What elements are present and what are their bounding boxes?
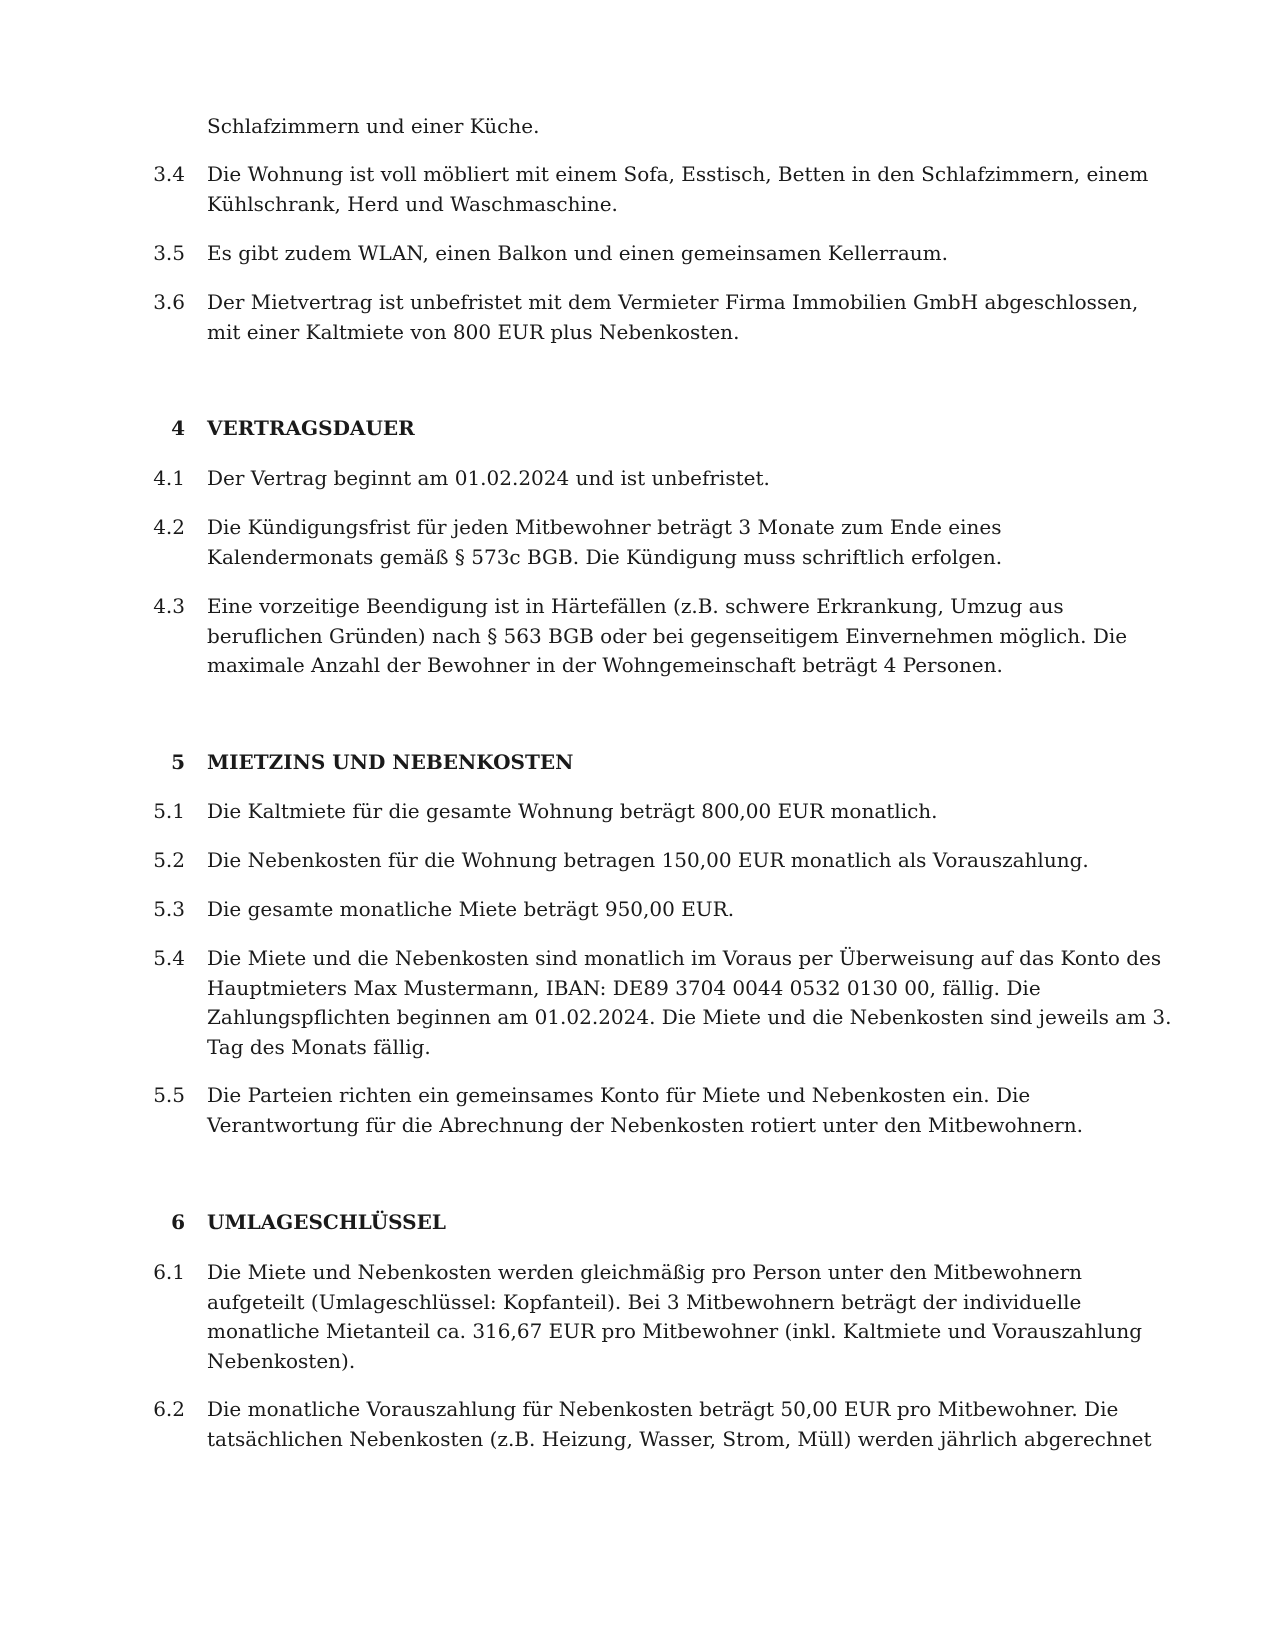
clause-text: Die gesamte monatliche Miete beträgt 950,00 EUR. [207,897,735,921]
paragraph-line [0,189,1275,219]
clause-number: 4.3 [153,594,185,618]
clause-number: 5.5 [153,1083,185,1107]
paragraph-line [0,1032,1275,1062]
clause-text: Die monatliche Vorauszahlung für Nebenkosten beträgt 50,00 EUR pro Mitbewohner. Die [207,1397,1119,1421]
paragraph-line [0,845,1275,875]
clause-text: Die Miete und Nebenkosten werden gleichmäßig pro Person unter den Mitbewohnern [207,1260,1083,1284]
paragraph-line [0,943,1275,973]
clause-text: Die Miete und die Nebenkosten sind monatlich im Voraus per Überweisung auf das Konto des [207,946,1162,970]
paragraph-line [0,542,1275,572]
clause-text: Zahlungspflichten beginnen am 01.02.2024. Die Miete und die Nebenkosten sind jeweils am 3. [207,1005,1172,1029]
clause-text: Die Kaltmiete für die gesamte Wohnung beträgt 800,00 EUR monatlich. [207,799,938,823]
paragraph-line [0,591,1275,621]
clause-text: Die Wohnung ist voll möbliert mit einem Sofa, Esstisch, Betten in den Schlafzimmern, einem [207,162,1149,186]
section-title: MIETZINS UND NEBENKOSTEN [207,750,574,774]
paragraph-line [0,1287,1275,1317]
clause-text: aufgeteilt (Umlageschlüssel: Kopfanteil). Bei 3 Mitbewohnern beträgt der individuelle [207,1289,1082,1314]
clause-text: mit einer Kaltmiete von 800 EUR plus Nebenkosten. [207,319,740,344]
paragraph-line [0,1002,1275,1032]
section-heading [0,1207,1275,1237]
clause-number: 4.2 [153,515,185,539]
clause-text: Nebenkosten). [207,1348,356,1373]
clause-text: Es gibt zudem WLAN, einen Balkon und einen gemeinsamen Kellerraum. [207,241,948,265]
clause-text: Der Vertrag beginnt am 01.02.2024 und ist unbefristet. [207,466,770,490]
paragraph-line [0,894,1275,924]
paragraph-line [0,463,1275,493]
paragraph-line [0,238,1275,268]
clause-number: 6.1 [153,1260,185,1284]
clause-text: tatsächlichen Nebenkosten (z.B. Heizung, Wasser, Strom, Müll) werden jährlich abgerechnet [207,1426,1152,1451]
clause-text: beruflichen Gründen) nach § 563 BGB oder bei gegenseitigem Einvernehmen möglich. Die [207,623,1128,648]
paragraph-line [0,621,1275,651]
section-heading [0,747,1275,777]
paragraph-line [0,159,1275,189]
paragraph-line [0,1316,1275,1346]
clause-number: 3.6 [153,290,185,314]
section-title: VERTRAGSDAUER [207,416,415,440]
paragraph-line [0,111,1275,141]
clause-text: Die Kündigungsfrist für jeden Mitbewohner beträgt 3 Monate zum Ende eines [207,515,1002,539]
paragraph-line [0,973,1275,1003]
section-heading [0,413,1275,443]
clause-number: 5.2 [153,848,185,872]
clause-text: maximale Anzahl der Bewohner in der Wohngemeinschaft beträgt 4 Personen. [207,653,1003,677]
clause-text: Die Parteien richten ein gemeinsames Konto für Miete und Nebenkosten ein. Die [207,1083,1031,1107]
clause-text: Tag des Monats fällig. [207,1034,431,1059]
clause-text: Kühlschrank, Herd und Waschmaschine. [207,191,618,216]
paragraph-line [0,1424,1275,1454]
clause-number: 6.2 [153,1397,185,1421]
paragraph-line [0,1110,1275,1140]
clause-text: Der Mietvertrag ist unbefristet mit dem Vermieter Firma Immobilien GmbH abgeschlossen, [207,290,1139,314]
section-number: 4 [171,416,185,440]
clause-text: Die Nebenkosten für die Wohnung betragen 150,00 EUR monatlich als Vorauszahlung. [207,848,1089,872]
clause-text: Verantwortung für die Abrechnung der Nebenkosten rotiert unter den Mitbewohnern. [207,1112,1083,1137]
clause-number: 5.1 [153,799,185,823]
clause-text: Kalendermonats gemäß § 573c BGB. Die Kündigung muss schriftlich erfolgen. [207,544,1003,569]
paragraph-line [0,1346,1275,1376]
clause-number: 3.5 [153,241,185,265]
clause-number: 5.3 [153,897,185,921]
clause-number: 3.4 [153,162,185,186]
clause-text: Hauptmieters Max Mustermann, IBAN: DE89 3704 0044 0532 0130 00, fällig. Die [207,975,1041,1000]
paragraph-line [0,317,1275,347]
paragraph-line [0,796,1275,826]
paragraph-line [0,650,1275,680]
clause-text: Eine vorzeitige Beendigung ist in Härtefällen (z.B. schwere Erkrankung, Umzug aus [207,594,1064,618]
paragraph-line [0,287,1275,317]
clause-text: monatliche Mietanteil ca. 316,67 EUR pro Mitbewohner (inkl. Kaltmiete und Vorauszahlung [207,1319,1143,1343]
section-number: 5 [171,750,185,774]
section-number: 6 [171,1210,185,1234]
paragraph-line [0,1257,1275,1287]
paragraph-line [0,512,1275,542]
paragraph-line [0,1394,1275,1424]
paragraph-line [0,1080,1275,1110]
clause-number: 5.4 [153,946,185,970]
clause-text: Schlafzimmern und einer Küche. [207,114,540,138]
section-title: UMLAGESCHLÜSSEL [207,1210,446,1234]
clause-number: 4.1 [153,466,185,490]
